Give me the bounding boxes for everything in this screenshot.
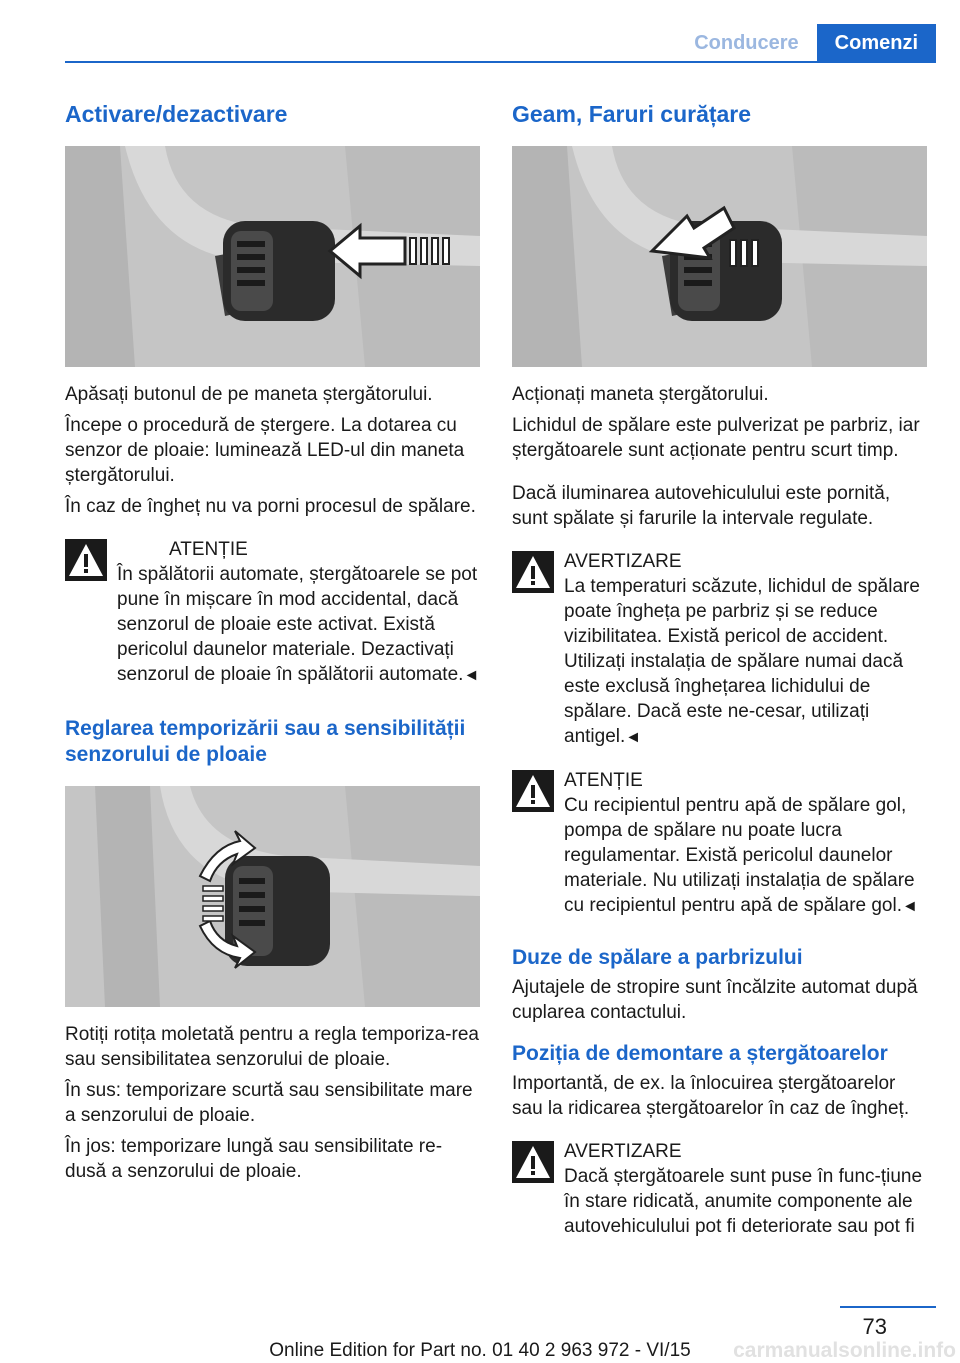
warning-triangle-icon <box>512 1141 554 1183</box>
paragraph: Ajutajele de stropire sunt încălzite automat după cuplarea contactului. <box>512 977 918 1023</box>
thumbwheel-illustration <box>65 786 480 1007</box>
warning-block <box>512 1139 927 1239</box>
warning-text: Cu recipientul pentru apă de spălare gol, pompa de spălare nu poate lucra regulamentar. Există pericolul daunelor materiale. Nu utilizați instalația de spălare cu recipientul pentru apă de spălare gol. <box>564 795 915 916</box>
section-title-nozzles: Duze de spălare a parbrizului <box>512 946 803 969</box>
warning-block <box>512 549 927 750</box>
warning-triangle-icon <box>65 539 107 581</box>
warning-triangle-icon <box>512 770 554 812</box>
paragraph: În caz de îngheț nu va porni procesul de spălare. <box>65 496 476 517</box>
left-column <box>65 100 480 1184</box>
paragraph: Lichidul de spălare este pulverizat pe parbriz, iar ștergătoarele sunt acționate pentru scurt timp. <box>512 415 920 461</box>
section-title-position: Poziția de demontare a ștergătoarelor <box>512 1042 888 1065</box>
right-column <box>512 100 927 1239</box>
wiper-stalk-push-illustration <box>65 146 480 367</box>
page-number: 73 <box>862 1314 887 1339</box>
header-rule <box>65 61 936 63</box>
edition-footer: Online Edition for Part no. 01 40 2 963 972 - VI/15 <box>269 1340 691 1361</box>
warning-block <box>65 537 480 688</box>
paragraph: Importantă, de ex. la înlocuirea ștergătoarelor sau la ridicarea ștergătoarelor în caz de îngheț. <box>512 1073 910 1119</box>
wiper-stalk-pull-illustration <box>512 146 927 367</box>
thumbwheel-graphic <box>65 786 480 1007</box>
paragraph: Dacă iluminarea autovehiculului este pornită, sunt spălate și farurile la intervale regulate. <box>512 483 891 529</box>
paragraph: În sus: temporizare scurtă sau sensibilitate mare a senzorului de ploaie. <box>65 1080 473 1126</box>
tab-controls[interactable]: Comenzi <box>817 24 936 62</box>
warning-text: La temperaturi scăzute, lichidul de spălare poate îngheța pe parbriz și se reduce vizibilitatea. Există pericol de accident. Utilizați instalația de spălare numai dacă este exclusă înghețarea lichidului de spălare. Dacă este ne-cesar, utilizați antigel. <box>564 576 920 747</box>
paragraph: Acționați maneta ștergătorului. <box>512 384 769 405</box>
warning-block <box>512 768 927 919</box>
wiper-stalk-push-graphic <box>65 146 480 367</box>
paragraph: În jos: temporizare lungă sau sensibilitate re-dusă a senzorului de ploaie. <box>65 1136 443 1182</box>
warning-title: ATENȚIE <box>564 770 643 791</box>
warning-title: ATENȚIE <box>169 539 248 560</box>
warning-text: În spălătorii automate, ștergătoarele se pot pune în mișcare în mod accidental, dacă senzorul de ploaie este activat. Există pericolul daunelor materiale. Dezactivați senzorul de ploaie în spălătorii automate. <box>117 564 478 685</box>
end-mark: ◄ <box>902 898 918 915</box>
paragraph: Apăsați butonul de pe maneta ștergătorului. <box>65 384 433 405</box>
paragraph: Rotiți rotița moletată pentru a regla temporiza-rea sau sensibilitatea senzorului de ploaie. <box>65 1024 479 1070</box>
tab-driving[interactable]: Conducere <box>676 24 816 62</box>
section-title-activation: Activare/dezactivare <box>65 101 288 127</box>
section-title-wash: Geam, Faruri curățare <box>512 101 752 127</box>
wiper-stalk-pull-graphic <box>512 146 927 367</box>
warning-triangle-icon <box>512 551 554 593</box>
section-title-adjust: Reglarea temporizării sau a sensibilității senzorului de ploaie <box>65 717 466 766</box>
header-tabs <box>676 24 936 62</box>
warning-title: AVERTIZARE <box>564 1141 682 1162</box>
warning-title: AVERTIZARE <box>564 551 682 572</box>
end-mark: ◄ <box>463 667 480 684</box>
paragraph: Începe o procedură de ștergere. La dotarea cu senzor de ploaie: luminează LED-ul din maneta ștergătorului. <box>65 415 465 486</box>
end-mark: ◄ <box>625 729 642 746</box>
warning-text: Dacă ștergătoarele sunt puse în func-țiune în stare ridicată, anumite componente ale autovehiculului pot fi deteriorate sau pot fi <box>564 1166 923 1237</box>
watermark: carmanualsonline.info <box>733 1339 956 1362</box>
footer-rule <box>840 1306 936 1308</box>
